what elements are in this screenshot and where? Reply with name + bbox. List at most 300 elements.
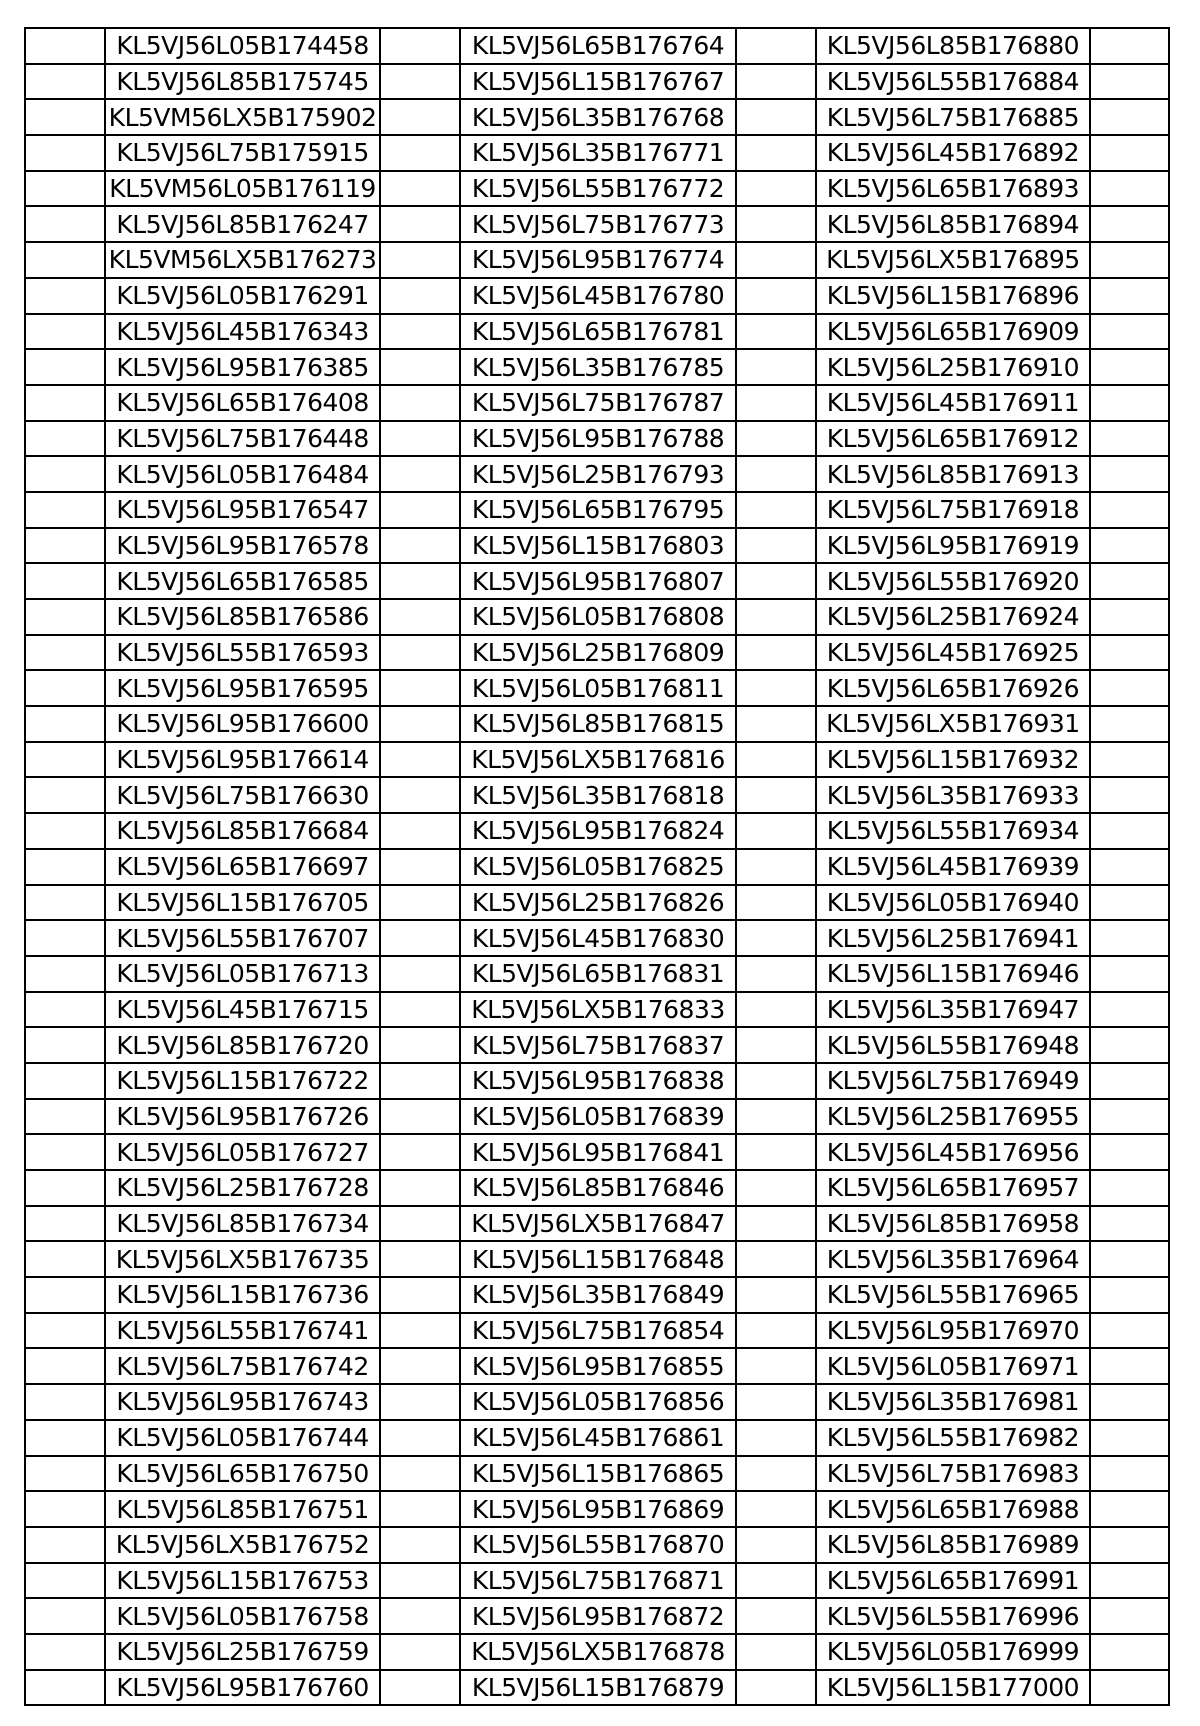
table-row (25, 742, 1169, 778)
vin-cell: KL5VJ56L05B176971 (816, 1348, 1090, 1384)
vin-cell: KL5VJ56L55B176934 (816, 813, 1090, 849)
blank-cell (25, 314, 105, 350)
blank-cell (736, 706, 816, 742)
table-row (25, 242, 1169, 278)
blank-cell (25, 492, 105, 528)
table-row (25, 28, 1169, 64)
blank-cell (1090, 1563, 1169, 1599)
vin-cell: KL5VJ56L95B176807 (460, 563, 736, 599)
blank-cell (380, 28, 460, 64)
vin-cell: KL5VJ56L35B176964 (816, 1241, 1090, 1277)
vin-cell: KL5VJ56L85B176958 (816, 1206, 1090, 1242)
blank-cell (736, 742, 816, 778)
blank-cell (736, 1206, 816, 1242)
vin-cell: KL5VJ56L85B176734 (105, 1206, 380, 1242)
table-row (25, 563, 1169, 599)
vin-cell: KL5VJ56L15B176879 (460, 1670, 736, 1706)
blank-cell (380, 992, 460, 1028)
blank-cell (380, 242, 460, 278)
blank-cell (736, 492, 816, 528)
vin-cell: KL5VJ56L45B176956 (816, 1134, 1090, 1170)
table-row (25, 992, 1169, 1028)
blank-cell (25, 1134, 105, 1170)
vin-cell: KL5VJ56L15B176736 (105, 1277, 380, 1313)
vin-cell: KL5VJ56L55B176741 (105, 1313, 380, 1349)
blank-cell (380, 1563, 460, 1599)
vin-cell: KL5VJ56L85B176913 (816, 456, 1090, 492)
blank-cell (736, 777, 816, 813)
vin-cell: KL5VJ56L05B176727 (105, 1134, 380, 1170)
blank-cell (736, 599, 816, 635)
blank-cell (380, 1456, 460, 1492)
blank-cell (25, 28, 105, 64)
vin-cell: KL5VJ56L35B176768 (460, 99, 736, 135)
blank-cell (380, 1206, 460, 1242)
vin-cell: KL5VJ56L05B174458 (105, 28, 380, 64)
table-row (25, 1027, 1169, 1063)
blank-cell (380, 599, 460, 635)
blank-cell (1090, 1170, 1169, 1206)
table-row (25, 349, 1169, 385)
blank-cell (1090, 563, 1169, 599)
vin-cell: KL5VJ56L45B176911 (816, 385, 1090, 421)
table-row (25, 135, 1169, 171)
table-row (25, 1420, 1169, 1456)
blank-cell (1090, 492, 1169, 528)
blank-cell (736, 956, 816, 992)
blank-cell (380, 1313, 460, 1349)
vin-cell: KL5VJ56L25B176941 (816, 920, 1090, 956)
vin-cell: KL5VJ56L65B176912 (816, 421, 1090, 457)
vin-cell: KL5VJ56L45B176939 (816, 849, 1090, 885)
blank-cell (1090, 1027, 1169, 1063)
blank-cell (380, 670, 460, 706)
vin-cell: KL5VJ56L55B176884 (816, 64, 1090, 100)
blank-cell (1090, 777, 1169, 813)
vin-cell: KL5VM56L05B176119 (105, 171, 380, 207)
vin-cell: KL5VJ56L55B176870 (460, 1527, 736, 1563)
blank-cell (380, 456, 460, 492)
blank-cell (380, 1491, 460, 1527)
blank-cell (25, 777, 105, 813)
vin-cell: KL5VJ56L45B176780 (460, 278, 736, 314)
blank-cell (736, 563, 816, 599)
vin-cell: KL5VJ56L95B176726 (105, 1099, 380, 1135)
vin-cell: KL5VJ56L25B176910 (816, 349, 1090, 385)
blank-cell (736, 1134, 816, 1170)
blank-cell (25, 1563, 105, 1599)
blank-cell (1090, 599, 1169, 635)
vin-cell: KL5VJ56L45B176861 (460, 1420, 736, 1456)
blank-cell (25, 1420, 105, 1456)
vin-cell: KL5VJ56L45B176715 (105, 992, 380, 1028)
blank-cell (25, 206, 105, 242)
table-row (25, 670, 1169, 706)
blank-cell (380, 1063, 460, 1099)
vin-cell: KL5VJ56L65B176697 (105, 849, 380, 885)
blank-cell (1090, 670, 1169, 706)
blank-cell (25, 456, 105, 492)
vin-cell: KL5VM56LX5B175902 (105, 99, 380, 135)
vin-cell: KL5VJ56L95B176595 (105, 670, 380, 706)
vin-cell: KL5VJ56L85B176846 (460, 1170, 736, 1206)
blank-cell (380, 99, 460, 135)
blank-cell (380, 206, 460, 242)
vin-cell: KL5VJ56L95B176919 (816, 528, 1090, 564)
blank-cell (1090, 349, 1169, 385)
blank-cell (736, 1384, 816, 1420)
table-row (25, 1456, 1169, 1492)
blank-cell (1090, 992, 1169, 1028)
blank-cell (736, 28, 816, 64)
blank-cell (25, 742, 105, 778)
vin-cell: KL5VJ56L95B176855 (460, 1348, 736, 1384)
blank-cell (1090, 278, 1169, 314)
table-row (25, 1170, 1169, 1206)
table-row (25, 1313, 1169, 1349)
vin-cell: KL5VJ56L05B176999 (816, 1634, 1090, 1670)
vin-cell: KL5VJ56L05B176291 (105, 278, 380, 314)
vin-cell: KL5VJ56L25B176955 (816, 1099, 1090, 1135)
vin-cell: KL5VJ56L85B176586 (105, 599, 380, 635)
vin-cell: KL5VJ56L15B176932 (816, 742, 1090, 778)
blank-cell (380, 813, 460, 849)
vin-cell: KL5VJ56L35B176818 (460, 777, 736, 813)
blank-cell (736, 385, 816, 421)
blank-cell (25, 1027, 105, 1063)
blank-cell (736, 135, 816, 171)
table-row (25, 385, 1169, 421)
vin-cell: KL5VJ56L95B176774 (460, 242, 736, 278)
blank-cell (1090, 64, 1169, 100)
vin-cell: KL5VJ56L05B176856 (460, 1384, 736, 1420)
blank-cell (380, 920, 460, 956)
blank-cell (380, 492, 460, 528)
blank-cell (25, 706, 105, 742)
blank-cell (1090, 385, 1169, 421)
blank-cell (1090, 528, 1169, 564)
vin-cell: KL5VJ56L25B176793 (460, 456, 736, 492)
blank-cell (736, 1634, 816, 1670)
vin-cell: KL5VJ56LX5B176816 (460, 742, 736, 778)
vin-cell: KL5VJ56LX5B176833 (460, 992, 736, 1028)
blank-cell (736, 1527, 816, 1563)
blank-cell (25, 135, 105, 171)
table-row (25, 1063, 1169, 1099)
vin-cell: KL5VJ56L75B176837 (460, 1027, 736, 1063)
blank-cell (25, 1241, 105, 1277)
blank-cell (1090, 742, 1169, 778)
blank-cell (25, 885, 105, 921)
vin-cell: KL5VJ56L55B176772 (460, 171, 736, 207)
vin-cell: KL5VJ56LX5B176895 (816, 242, 1090, 278)
table-row (25, 635, 1169, 671)
blank-cell (25, 1313, 105, 1349)
vin-cell: KL5VJ56L35B176849 (460, 1277, 736, 1313)
blank-cell (25, 956, 105, 992)
blank-cell (1090, 1634, 1169, 1670)
blank-cell (736, 992, 816, 1028)
vin-cell: KL5VJ56L55B176948 (816, 1027, 1090, 1063)
table-row (25, 849, 1169, 885)
blank-cell (1090, 1206, 1169, 1242)
vin-cell: KL5VJ56L35B176785 (460, 349, 736, 385)
table-row (25, 528, 1169, 564)
blank-cell (736, 1241, 816, 1277)
blank-cell (25, 171, 105, 207)
blank-cell (736, 849, 816, 885)
vin-cell: KL5VJ56L05B176484 (105, 456, 380, 492)
blank-cell (736, 99, 816, 135)
vin-cell: KL5VJ56L95B176872 (460, 1598, 736, 1634)
vin-cell: KL5VJ56L75B176983 (816, 1456, 1090, 1492)
vin-cell: KL5VJ56L45B176892 (816, 135, 1090, 171)
vin-cell: KL5VJ56LX5B176847 (460, 1206, 736, 1242)
vin-cell: KL5VJ56L75B175915 (105, 135, 380, 171)
vin-cell: KL5VJ56L55B176593 (105, 635, 380, 671)
blank-cell (25, 1348, 105, 1384)
vin-cell: KL5VJ56L95B176838 (460, 1063, 736, 1099)
vin-cell: KL5VJ56L65B176988 (816, 1491, 1090, 1527)
blank-cell (380, 849, 460, 885)
blank-cell (1090, 1598, 1169, 1634)
table-row (25, 1563, 1169, 1599)
vin-cell: KL5VJ56L15B176946 (816, 956, 1090, 992)
table-row (25, 1099, 1169, 1135)
vin-cell: KL5VJ56L85B176720 (105, 1027, 380, 1063)
vin-cell: KL5VJ56L75B176787 (460, 385, 736, 421)
vin-cell: KL5VJ56L45B176925 (816, 635, 1090, 671)
blank-cell (736, 1170, 816, 1206)
blank-cell (1090, 635, 1169, 671)
vin-cell: KL5VJ56L15B177000 (816, 1670, 1090, 1706)
vin-cell: KL5VJ56L95B176385 (105, 349, 380, 385)
blank-cell (1090, 956, 1169, 992)
blank-cell (736, 206, 816, 242)
blank-cell (380, 1134, 460, 1170)
blank-cell (380, 349, 460, 385)
blank-cell (1090, 1099, 1169, 1135)
blank-cell (1090, 99, 1169, 135)
blank-cell (1090, 421, 1169, 457)
blank-cell (380, 385, 460, 421)
vin-cell: KL5VJ56L55B176982 (816, 1420, 1090, 1456)
blank-cell (25, 1063, 105, 1099)
table-row (25, 885, 1169, 921)
table-row (25, 1491, 1169, 1527)
vin-cell: KL5VJ56L85B176894 (816, 206, 1090, 242)
vin-cell: KL5VJ56L15B176803 (460, 528, 736, 564)
blank-cell (380, 885, 460, 921)
vin-cell: KL5VJ56L75B176949 (816, 1063, 1090, 1099)
vin-cell: KL5VJ56L95B176743 (105, 1384, 380, 1420)
blank-cell (25, 1206, 105, 1242)
blank-cell (736, 1456, 816, 1492)
blank-cell (380, 171, 460, 207)
blank-cell (25, 1670, 105, 1706)
vin-cell: KL5VJ56L25B176924 (816, 599, 1090, 635)
blank-cell (1090, 849, 1169, 885)
blank-cell (25, 992, 105, 1028)
blank-cell (380, 278, 460, 314)
table-row (25, 1277, 1169, 1313)
table-row (25, 421, 1169, 457)
vin-cell: KL5VJ56L75B176448 (105, 421, 380, 457)
blank-cell (25, 1598, 105, 1634)
blank-cell (380, 1384, 460, 1420)
vin-cell: KL5VJ56L15B176865 (460, 1456, 736, 1492)
blank-cell (25, 670, 105, 706)
vin-cell: KL5VJ56L95B176578 (105, 528, 380, 564)
blank-cell (1090, 206, 1169, 242)
vin-cell: KL5VJ56L25B176728 (105, 1170, 380, 1206)
vin-cell: KL5VJ56L35B176981 (816, 1384, 1090, 1420)
blank-cell (736, 1420, 816, 1456)
blank-cell (380, 1277, 460, 1313)
blank-cell (1090, 135, 1169, 171)
blank-cell (380, 1634, 460, 1670)
vin-cell: KL5VJ56L25B176809 (460, 635, 736, 671)
blank-cell (380, 421, 460, 457)
vin-cell: KL5VJ56LX5B176735 (105, 1241, 380, 1277)
vin-cell: KL5VJ56L75B176630 (105, 777, 380, 813)
table-row (25, 1206, 1169, 1242)
vin-cell: KL5VJ56L95B176824 (460, 813, 736, 849)
blank-cell (1090, 456, 1169, 492)
table-row (25, 314, 1169, 350)
blank-cell (1090, 1134, 1169, 1170)
blank-cell (736, 1491, 816, 1527)
vin-cell: KL5VJ56L05B176839 (460, 1099, 736, 1135)
vin-cell: KL5VJ56L85B176751 (105, 1491, 380, 1527)
blank-cell (25, 599, 105, 635)
vin-cell: KL5VJ56L85B176684 (105, 813, 380, 849)
vin-cell: KL5VJ56L15B176767 (460, 64, 736, 100)
table-row (25, 1348, 1169, 1384)
vin-cell: KL5VJ56L35B176771 (460, 135, 736, 171)
blank-cell (380, 742, 460, 778)
table-row (25, 456, 1169, 492)
blank-cell (1090, 1313, 1169, 1349)
vin-cell: KL5VJ56L15B176848 (460, 1241, 736, 1277)
vin-cell: KL5VJ56L05B176811 (460, 670, 736, 706)
blank-cell (736, 1027, 816, 1063)
blank-cell (380, 314, 460, 350)
table-row (25, 206, 1169, 242)
vin-cell: KL5VJ56L65B176795 (460, 492, 736, 528)
vin-cell: KL5VJ56L25B176826 (460, 885, 736, 921)
blank-cell (1090, 28, 1169, 64)
table-row (25, 64, 1169, 100)
vin-cell: KL5VJ56L05B176744 (105, 1420, 380, 1456)
vin-cell: KL5VJ56L85B176880 (816, 28, 1090, 64)
blank-cell (736, 456, 816, 492)
blank-cell (380, 1027, 460, 1063)
blank-cell (1090, 813, 1169, 849)
table-row (25, 1134, 1169, 1170)
vin-cell: KL5VJ56L75B176854 (460, 1313, 736, 1349)
vin-cell: KL5VJ56L05B176713 (105, 956, 380, 992)
vin-cell: KL5VJ56L45B176343 (105, 314, 380, 350)
blank-cell (1090, 1491, 1169, 1527)
table-row (25, 956, 1169, 992)
blank-cell (25, 99, 105, 135)
blank-cell (25, 635, 105, 671)
vin-cell: KL5VJ56L85B176989 (816, 1527, 1090, 1563)
vin-cell: KL5VJ56LX5B176878 (460, 1634, 736, 1670)
table-row (25, 1634, 1169, 1670)
blank-cell (1090, 1063, 1169, 1099)
blank-cell (1090, 242, 1169, 278)
vin-cell: KL5VJ56L85B176247 (105, 206, 380, 242)
table-row (25, 492, 1169, 528)
blank-cell (1090, 1527, 1169, 1563)
vin-cell: KL5VJ56L65B176781 (460, 314, 736, 350)
vin-cell: KL5VJ56L35B176947 (816, 992, 1090, 1028)
vin-cell: KL5VJ56L25B176759 (105, 1634, 380, 1670)
blank-cell (25, 242, 105, 278)
blank-cell (25, 278, 105, 314)
blank-cell (1090, 1420, 1169, 1456)
vin-cell: KL5VJ56LX5B176752 (105, 1527, 380, 1563)
vin-cell: KL5VJ56L65B176893 (816, 171, 1090, 207)
blank-cell (1090, 885, 1169, 921)
blank-cell (1090, 1241, 1169, 1277)
table-row (25, 1598, 1169, 1634)
vin-table (24, 27, 1170, 1706)
blank-cell (736, 528, 816, 564)
vin-cell: KL5VJ56L65B176831 (460, 956, 736, 992)
blank-cell (380, 1170, 460, 1206)
blank-cell (736, 278, 816, 314)
blank-cell (25, 1456, 105, 1492)
blank-cell (380, 135, 460, 171)
vin-cell: KL5VJ56L95B176788 (460, 421, 736, 457)
blank-cell (736, 1348, 816, 1384)
table-row (25, 920, 1169, 956)
blank-cell (736, 635, 816, 671)
blank-cell (25, 563, 105, 599)
table-row (25, 777, 1169, 813)
blank-cell (1090, 1384, 1169, 1420)
blank-cell (736, 885, 816, 921)
vin-cell: KL5VJ56L55B176965 (816, 1277, 1090, 1313)
blank-cell (736, 920, 816, 956)
blank-cell (1090, 1348, 1169, 1384)
table-row (25, 1241, 1169, 1277)
blank-cell (380, 1420, 460, 1456)
blank-cell (25, 1634, 105, 1670)
vin-cell: KL5VJ56L35B176933 (816, 777, 1090, 813)
blank-cell (380, 1099, 460, 1135)
table-row (25, 278, 1169, 314)
vin-cell: KL5VJ56L65B176909 (816, 314, 1090, 350)
vin-cell: KL5VJ56L15B176705 (105, 885, 380, 921)
blank-cell (25, 1170, 105, 1206)
blank-cell (380, 956, 460, 992)
vin-cell: KL5VJ56L85B175745 (105, 64, 380, 100)
table-row (25, 706, 1169, 742)
vin-cell: KL5VJ56L55B176707 (105, 920, 380, 956)
blank-cell (380, 706, 460, 742)
vin-cell: KL5VJ56L75B176885 (816, 99, 1090, 135)
vin-cell: KL5VJ56L95B176970 (816, 1313, 1090, 1349)
vin-cell: KL5VJ56L65B176764 (460, 28, 736, 64)
vin-cell: KL5VJ56L05B176808 (460, 599, 736, 635)
vin-cell: KL5VJ56L75B176773 (460, 206, 736, 242)
vin-cell: KL5VJ56L65B176408 (105, 385, 380, 421)
vin-cell: KL5VJ56L85B176815 (460, 706, 736, 742)
